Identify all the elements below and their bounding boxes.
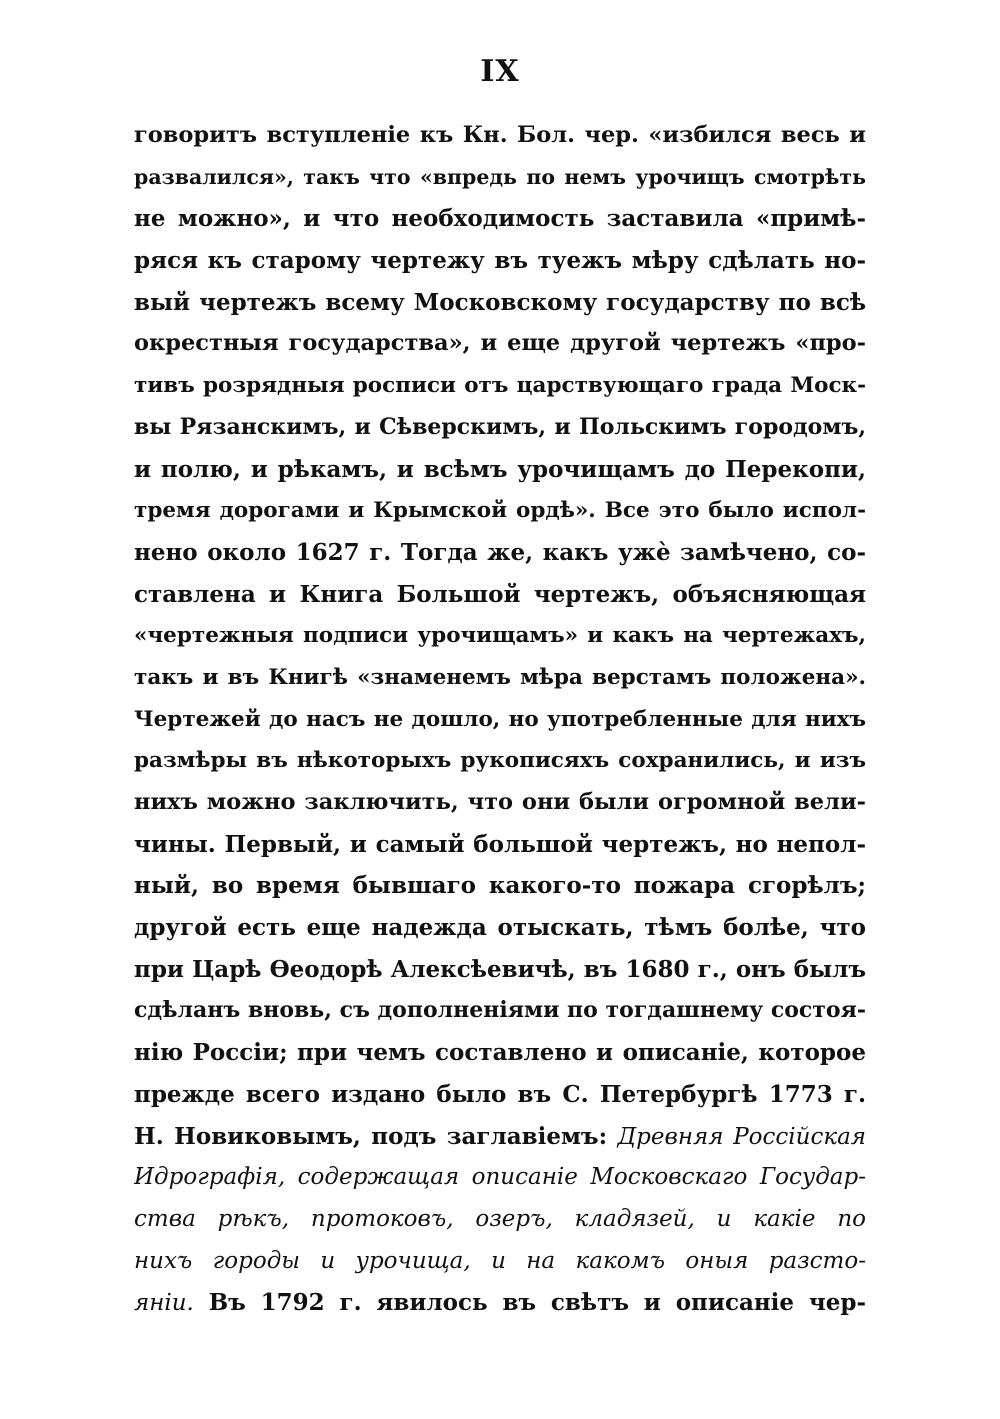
text-line: ряся къ старому чертежу въ туежъ мѣру сдѣлать но- — [134, 247, 866, 275]
text-run: Въ 1792 г. явилось въ свѣтъ и описаніе чер- — [193, 1289, 866, 1317]
text-line: говоритъ вступленіе къ Кн. Бол. чер. «избился весь и — [134, 122, 866, 148]
text-line: и полю, и рѣкамъ, и всѣмъ урочищамъ до Перекопи, — [134, 455, 866, 483]
text-line: тивъ розрядныя росписи отъ царствующаго града Моск- — [134, 373, 866, 399]
book-title-line: нихъ городы и урочища, и на какомъ оныя разсто- — [134, 1247, 866, 1274]
text-line: нихъ можно заключить, что они были огромной вели- — [134, 789, 866, 815]
text-line: прежде всего издано было въ С. Петербургѣ 1773 г. — [134, 1080, 866, 1108]
text-line: такъ и въ Книгѣ «знаменемъ мѣра верстамъ положена». — [134, 664, 866, 690]
text-line: сдѣланъ вновь, съ дополненіями по тогдашнему состоя- — [134, 997, 866, 1024]
text-line: не можно», и что необходимость заставила «примѣ- — [134, 205, 866, 233]
text-line: чины. Первый, и самый большой чертежъ, но непол- — [134, 830, 866, 858]
page-number: IX — [480, 54, 520, 89]
text-line: вы Рязанскимъ, и Сѣверскимъ, и Польскимъ городомъ, — [134, 413, 866, 440]
book-title-line: ства рѣкъ, протоковъ, озеръ, кладязей, и какіе по — [134, 1205, 866, 1232]
text-line: вый чертежъ всему Московскому государству по всѣ — [134, 288, 866, 316]
text-line: ставлена и Книга Большой чертежъ, объясняющая — [134, 580, 866, 608]
text-line: тремя дорогами и Крымской ордѣ». Все это было испол- — [134, 498, 866, 524]
book-title-line: Идрографія, содержащая описаніе Московскаго Государ- — [134, 1164, 866, 1191]
text-line: окрестныя государства», и еще другой чертежъ «про- — [134, 330, 866, 357]
text-line: «чертежныя подписи урочищамъ» и какъ на чертежахъ, — [134, 623, 866, 649]
text-line: нію Россіи; при чемъ составлено и описаніе, которое — [134, 1039, 866, 1067]
text-line: ный, во время бывшаго какого-то пожара сгорѣлъ; — [134, 872, 866, 900]
book-title-run: Древняя Россійская — [617, 1123, 866, 1150]
body-text — [134, 115, 866, 1324]
text-line-mixed — [134, 1116, 866, 1158]
text-line: при Царѣ Ѳеодорѣ Алексѣевичѣ, въ 1680 г., онъ былъ — [134, 955, 866, 983]
text-line: нено около 1627 г. Тогда же, какъ ужѐ замѣчено, со- — [134, 538, 866, 566]
text-line-mixed — [134, 1282, 866, 1324]
book-title-run: яніи. — [134, 1290, 194, 1317]
text-line: другой есть еще надежда отыскать, тѣмъ болѣе, что — [134, 914, 866, 942]
text-line: размѣры въ нѣкоторыхъ рукописяхъ сохранились, и изъ — [134, 748, 866, 774]
text-run: Н. Новиковымъ, подъ заглавіемъ: — [134, 1122, 618, 1150]
text-line: Чертежей до насъ не дошло, но употребленные для нихъ — [134, 706, 866, 732]
text-line: развалился», такъ что «впредь по немъ урочищъ смотрѣть — [134, 164, 866, 189]
